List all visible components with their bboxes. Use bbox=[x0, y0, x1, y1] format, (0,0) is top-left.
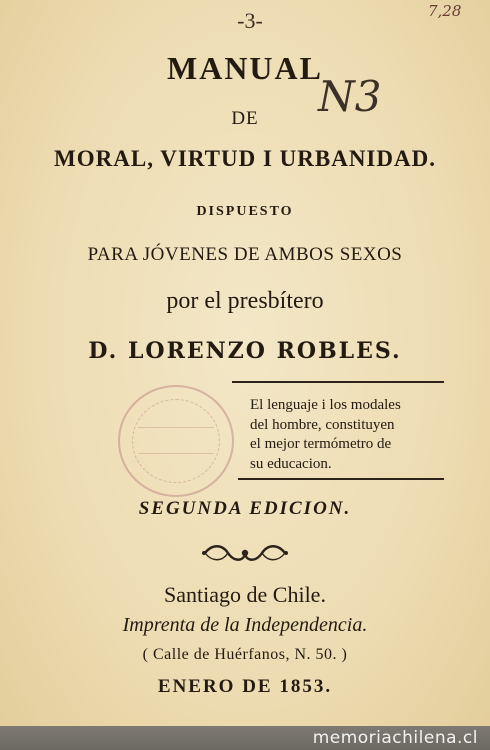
corner-pencil-mark: 7,28 bbox=[428, 2, 462, 20]
author-name: D. LORENZO ROBLES. bbox=[88, 338, 402, 364]
epigraph-line: del hombre, constituyen bbox=[250, 416, 395, 433]
by-line: por el presbítero bbox=[166, 288, 324, 314]
imprint-address: ( Calle de Huérfanos, N. 50. ) bbox=[142, 646, 348, 663]
epigraph-bottom-rule bbox=[238, 478, 444, 480]
epigraph-line: El lenguaje i los modales bbox=[250, 397, 401, 413]
epigraph-line: el mejor termómetro de bbox=[250, 436, 392, 452]
audience-line: PARA JÓVENES DE AMBOS SEXOS bbox=[87, 244, 403, 265]
ornament-icon bbox=[200, 540, 290, 566]
epigraph-line: su educacion. bbox=[250, 455, 332, 472]
book-title: MANUAL bbox=[167, 50, 323, 86]
dispuesto-label: DISPUESTO bbox=[196, 204, 294, 219]
handwritten-mark: N3 bbox=[318, 72, 382, 121]
imprint-date: ENERO DE 1853. bbox=[157, 676, 333, 697]
imprint-city: Santiago de Chile. bbox=[164, 582, 326, 607]
epigraph bbox=[250, 396, 440, 474]
watermark-text: memoriachilena.cl bbox=[312, 728, 478, 748]
page-number: -3- bbox=[237, 8, 263, 33]
edition-label: SEGUNDA EDICION. bbox=[138, 498, 352, 519]
title-connector: DE bbox=[231, 108, 259, 129]
watermark-bar bbox=[0, 726, 490, 750]
epigraph-top-rule bbox=[232, 381, 444, 383]
book-subtitle: MORAL, VIRTUD I URBANIDAD. bbox=[54, 146, 436, 171]
library-stamp-icon bbox=[118, 385, 234, 497]
imprint-press: Imprenta de la Independencia. bbox=[122, 614, 368, 636]
